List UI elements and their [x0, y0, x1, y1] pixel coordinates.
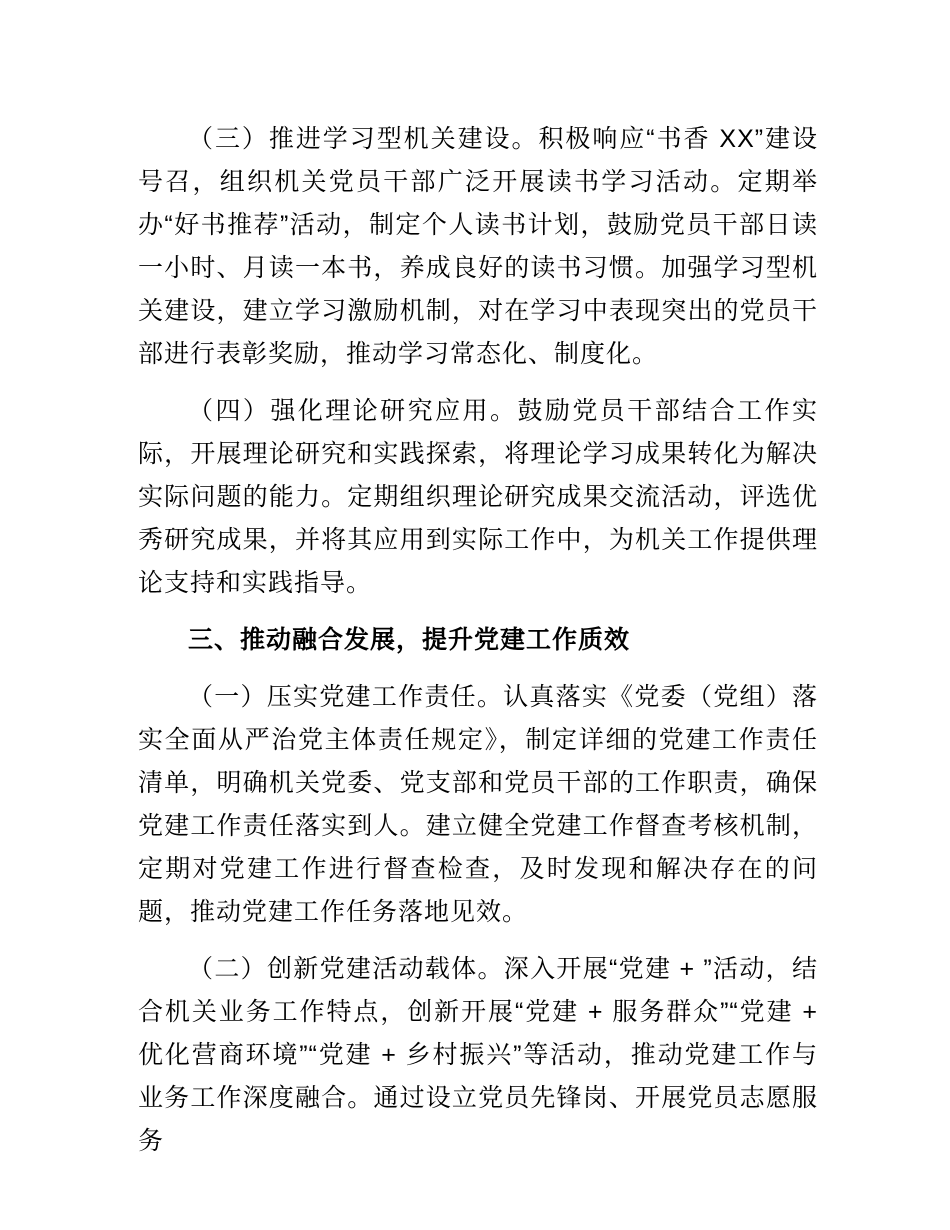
paragraph-subsection-1-responsibility: （一）压实党建工作责任。认真落实《党委（党组）落实全面从严治党主体责任规定》，制定详细的党建工作责任清单，明确机关党委、党支部和党员干部的工作职责，确保党建工作责任落实到人。建立健全党建工作督查考核机制，定期对党建工作进行督查检查，及时发现和解决存在的问题，推动党建工作任务落地见效。 [138, 683, 818, 926]
section-heading-three-integration: 三、推动融合发展，提升党建工作质效 [188, 626, 631, 654]
paragraph-section-3-learning-organization: （三）推进学习型机关建设。积极响应“书香 XX”建设号召，组织机关党员干部广泛开展读书学习活动。定期举办“好书推荐”活动，制定个人读书计划，鼓励党员干部日读一小时、月读一本书，养成良好的读书习惯。加强学习型机关建设，建立学习激励机制，对在学习中表现突出的党员干部进行表彰奖励，推动学习常态化、制度化。 [138, 125, 818, 368]
paragraph-section-4-theory-research: （四）强化理论研究应用。鼓励党员干部结合工作实际，开展理论研究和实践探索，将理论学习成果转化为解决实际问题的能力。定期组织理论研究成果交流活动，评选优秀研究成果，并将其应用到实际工作中，为机关工作提供理论支持和实践指导。 [138, 397, 818, 597]
paragraph-subsection-2-activity-carriers: （二）创新党建活动载体。深入开展“党建 + ”活动，结合机关业务工作特点，创新开展“党建 + 服务群众”“党建 + 优化营商环境”“党建 + 乡村振兴”等活动，推动党建工作与业务工作深度融合。通过设立党员先锋岗、开展党员志愿服务 [138, 955, 818, 1155]
